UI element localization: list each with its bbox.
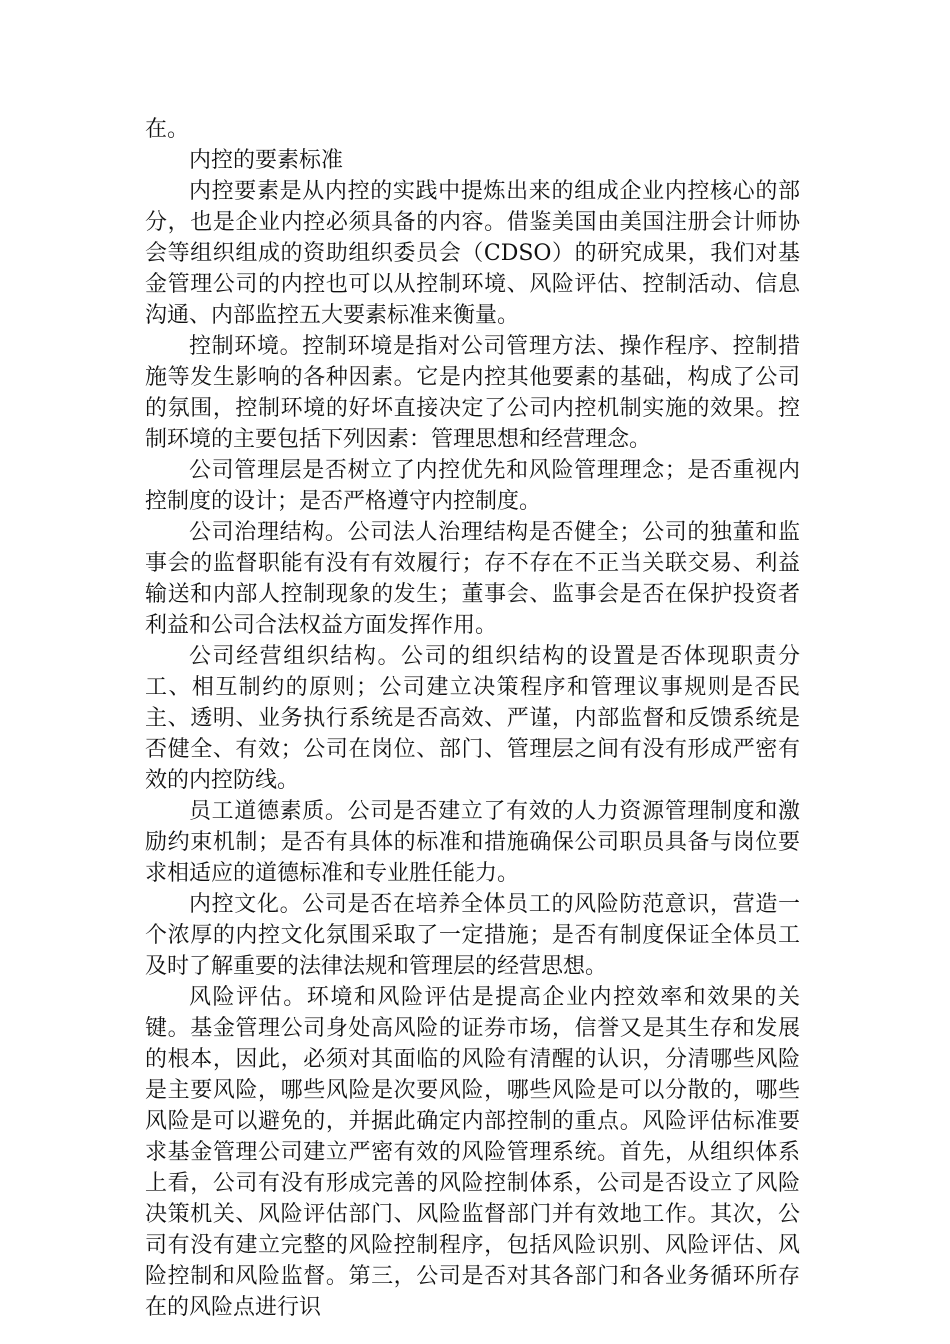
paragraph: 风险评估。环境和风险评估是提高企业内控效率和效果的关键。基金管理公司身处高风险的证券市场，信誉又是其生存和发展的根本，因此，必须对其面临的风险有清醒的认识，分清哪些风险是主要风险，哪些风险是次要风险，哪些风险是可以分散的，哪些风险是可以避免的，并据此确定内部控制的重点。风险评估标准要求基金管理公司建立严密有效的风险管理系统。首先，从组织体系上看，公司有没有形成完善的风险控制体系，公司是否设立了风险决策机关、风险评估部门、风险监督部门并有效地工作。其次，公司有没有建立完整的风险控制程序，包括风险识别、风险评估、风险控制和风险监督。第三，公司是否对其各部门和各业务循环所存在的风险点进行识: [145, 985, 800, 1320]
section-heading: 内控的要素标准: [189, 148, 344, 173]
paragraph: 公司治理结构。公司法人治理结构是否健全；公司的独董和监事会的监督职能有没有有效履行；存不存在不正当关联交易、利益输送和内部人控制现象的发生；董事会、监事会是否在保护投资者利益和公司合法权益方面发挥作用。: [145, 520, 800, 638]
paragraph-continuation: 在。: [145, 117, 190, 142]
paragraph: 公司管理层是否树立了内控优先和风险管理理念；是否重视内控制度的设计；是否严格遵守内控制度。: [145, 458, 800, 514]
paragraph: 控制环境。控制环境是指对公司管理方法、操作程序、控制措施等发生影响的各种因素。它是内控其他要素的基础，构成了公司的氛围，控制环境的好坏直接决定了公司内控机制实施的效果。控制环境的主要包括下列因素：管理思想和经营理念。: [145, 334, 800, 452]
paragraph: 公司经营组织结构。公司的组织结构的设置是否体现职责分工、相互制约的原则；公司建立决策程序和管理议事规则是否民主、透明、业务执行系统是否高效、严谨，内部监督和反馈系统是否健全、有效；公司在岗位、部门、管理层之间有没有形成严密有效的内控防线。: [145, 644, 800, 793]
paragraph: 员工道德素质。公司是否建立了有效的人力资源管理制度和激励约束机制；是否有具体的标准和措施确保公司职员具备与岗位要求相适应的道德标准和专业胜任能力。: [145, 799, 800, 886]
paragraph: 内控要素是从内控的实践中提炼出来的组成企业内控核心的部分，也是企业内控必须具备的内容。借鉴美国由美国注册会计师协会等组织组成的资助组织委员会（CDSO）的研究成果，我们对基金管理公司的内控也可以从控制环境、风险评估、控制活动、信息沟通、内部监控五大要素标准来衡量。: [145, 179, 800, 328]
paragraph: 内控文化。公司是否在培养全体员工的风险防范意识，营造一个浓厚的内控文化氛围采取了一定措施；是否有制度保证全体员工及时了解重要的法律法规和管理层的经营思想。: [145, 892, 800, 979]
document-body: [145, 114, 800, 1323]
